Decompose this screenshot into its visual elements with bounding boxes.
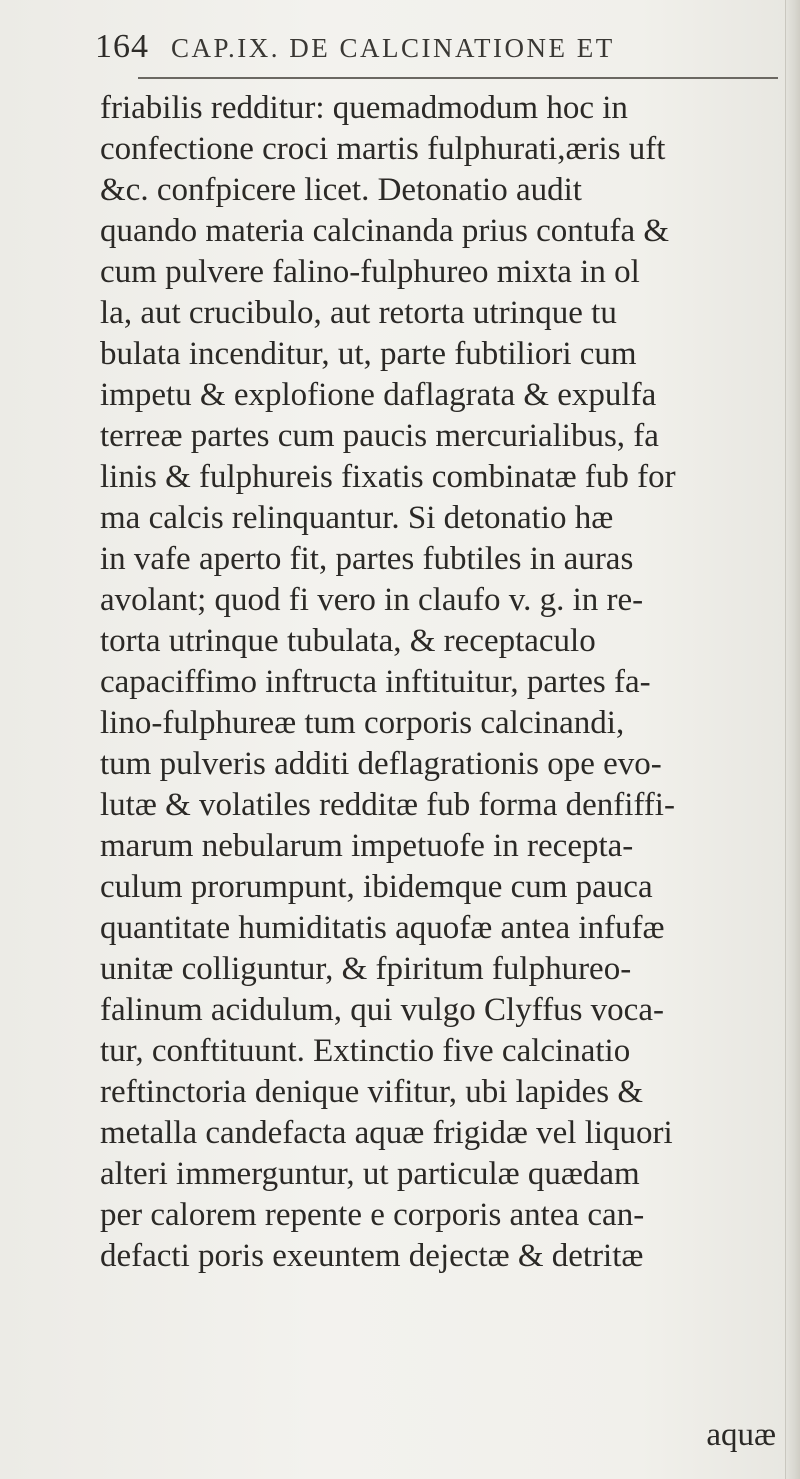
text-line: avolant; quod fi vero in claufo v. g. in re-: [100, 582, 644, 618]
text-line: tur, conftituunt. Extinctio five calcinatio: [100, 1033, 631, 1069]
text-line: terreæ partes cum paucis mercurialibus, fa: [100, 418, 659, 454]
text-line: quando materia calcinanda prius contufa &: [100, 213, 670, 249]
text-line: capaciffimo inftructa inftituitur, partes fa-: [100, 664, 651, 700]
text-line: in vafe aperto fit, partes fubtiles in auras: [100, 541, 634, 577]
catchword: aquæ: [706, 1417, 776, 1453]
text-line: ma calcis relinquantur. Si detonatio hæ: [100, 500, 614, 536]
text-line: falinum acidulum, qui vulgo Clyffus voca-: [100, 992, 664, 1028]
header-rule: [138, 77, 778, 79]
page-header: [95, 28, 775, 72]
text-line: metalla candefacta aquæ frigidæ vel liquori: [100, 1115, 673, 1151]
running-head: CAP.IX. DE CALCINATIONE ET: [171, 33, 615, 63]
text-line: alteri immerguntur, ut particulæ quædam: [100, 1156, 640, 1192]
text-line: reftinctoria denique vifitur, ubi lapides &: [100, 1074, 644, 1110]
text-line: la, aut crucibulo, aut retorta utrinque tu: [100, 295, 617, 331]
text-line: unitæ colliguntur, & fpiritum fulphureo-: [100, 951, 632, 987]
text-line: quantitate humiditatis aquofæ antea infufæ: [100, 910, 665, 946]
text-line: impetu & explofione daflagrata & expulfa: [100, 377, 657, 413]
text-line: &c. confpicere licet. Detonatio audit: [100, 172, 582, 208]
text-line: lino-fulphureæ tum corporis calcinandi,: [100, 705, 625, 741]
text-line: per calorem repente e corporis antea can-: [100, 1197, 645, 1233]
text-line: confectione croci martis fulphurati,æris uft: [100, 131, 666, 167]
text-line: linis & fulphureis fixatis combinatæ fub for: [100, 459, 676, 495]
text-line: torta utrinque tubulata, & receptaculo: [100, 623, 596, 659]
text-line: marum nebularum impetuofe in recepta-: [100, 828, 634, 864]
text-line: bulata incenditur, ut, parte fubtiliori cum: [100, 336, 637, 372]
text-line: culum prorumpunt, ibidemque cum pauca: [100, 869, 653, 905]
text-line: lutæ & volatiles redditæ fub forma denfiffi-: [100, 787, 675, 823]
text-line: defacti poris exeuntem dejectæ & detritæ: [100, 1238, 644, 1274]
text-line: cum pulvere falino-fulphureo mixta in ol: [100, 254, 640, 290]
text-line: friabilis redditur: quemadmodum hoc in: [100, 90, 628, 126]
page-number: 164: [95, 28, 149, 65]
text-line: tum pulveris additi deflagrationis ope evo-: [100, 746, 662, 782]
body-text: [100, 88, 790, 1277]
